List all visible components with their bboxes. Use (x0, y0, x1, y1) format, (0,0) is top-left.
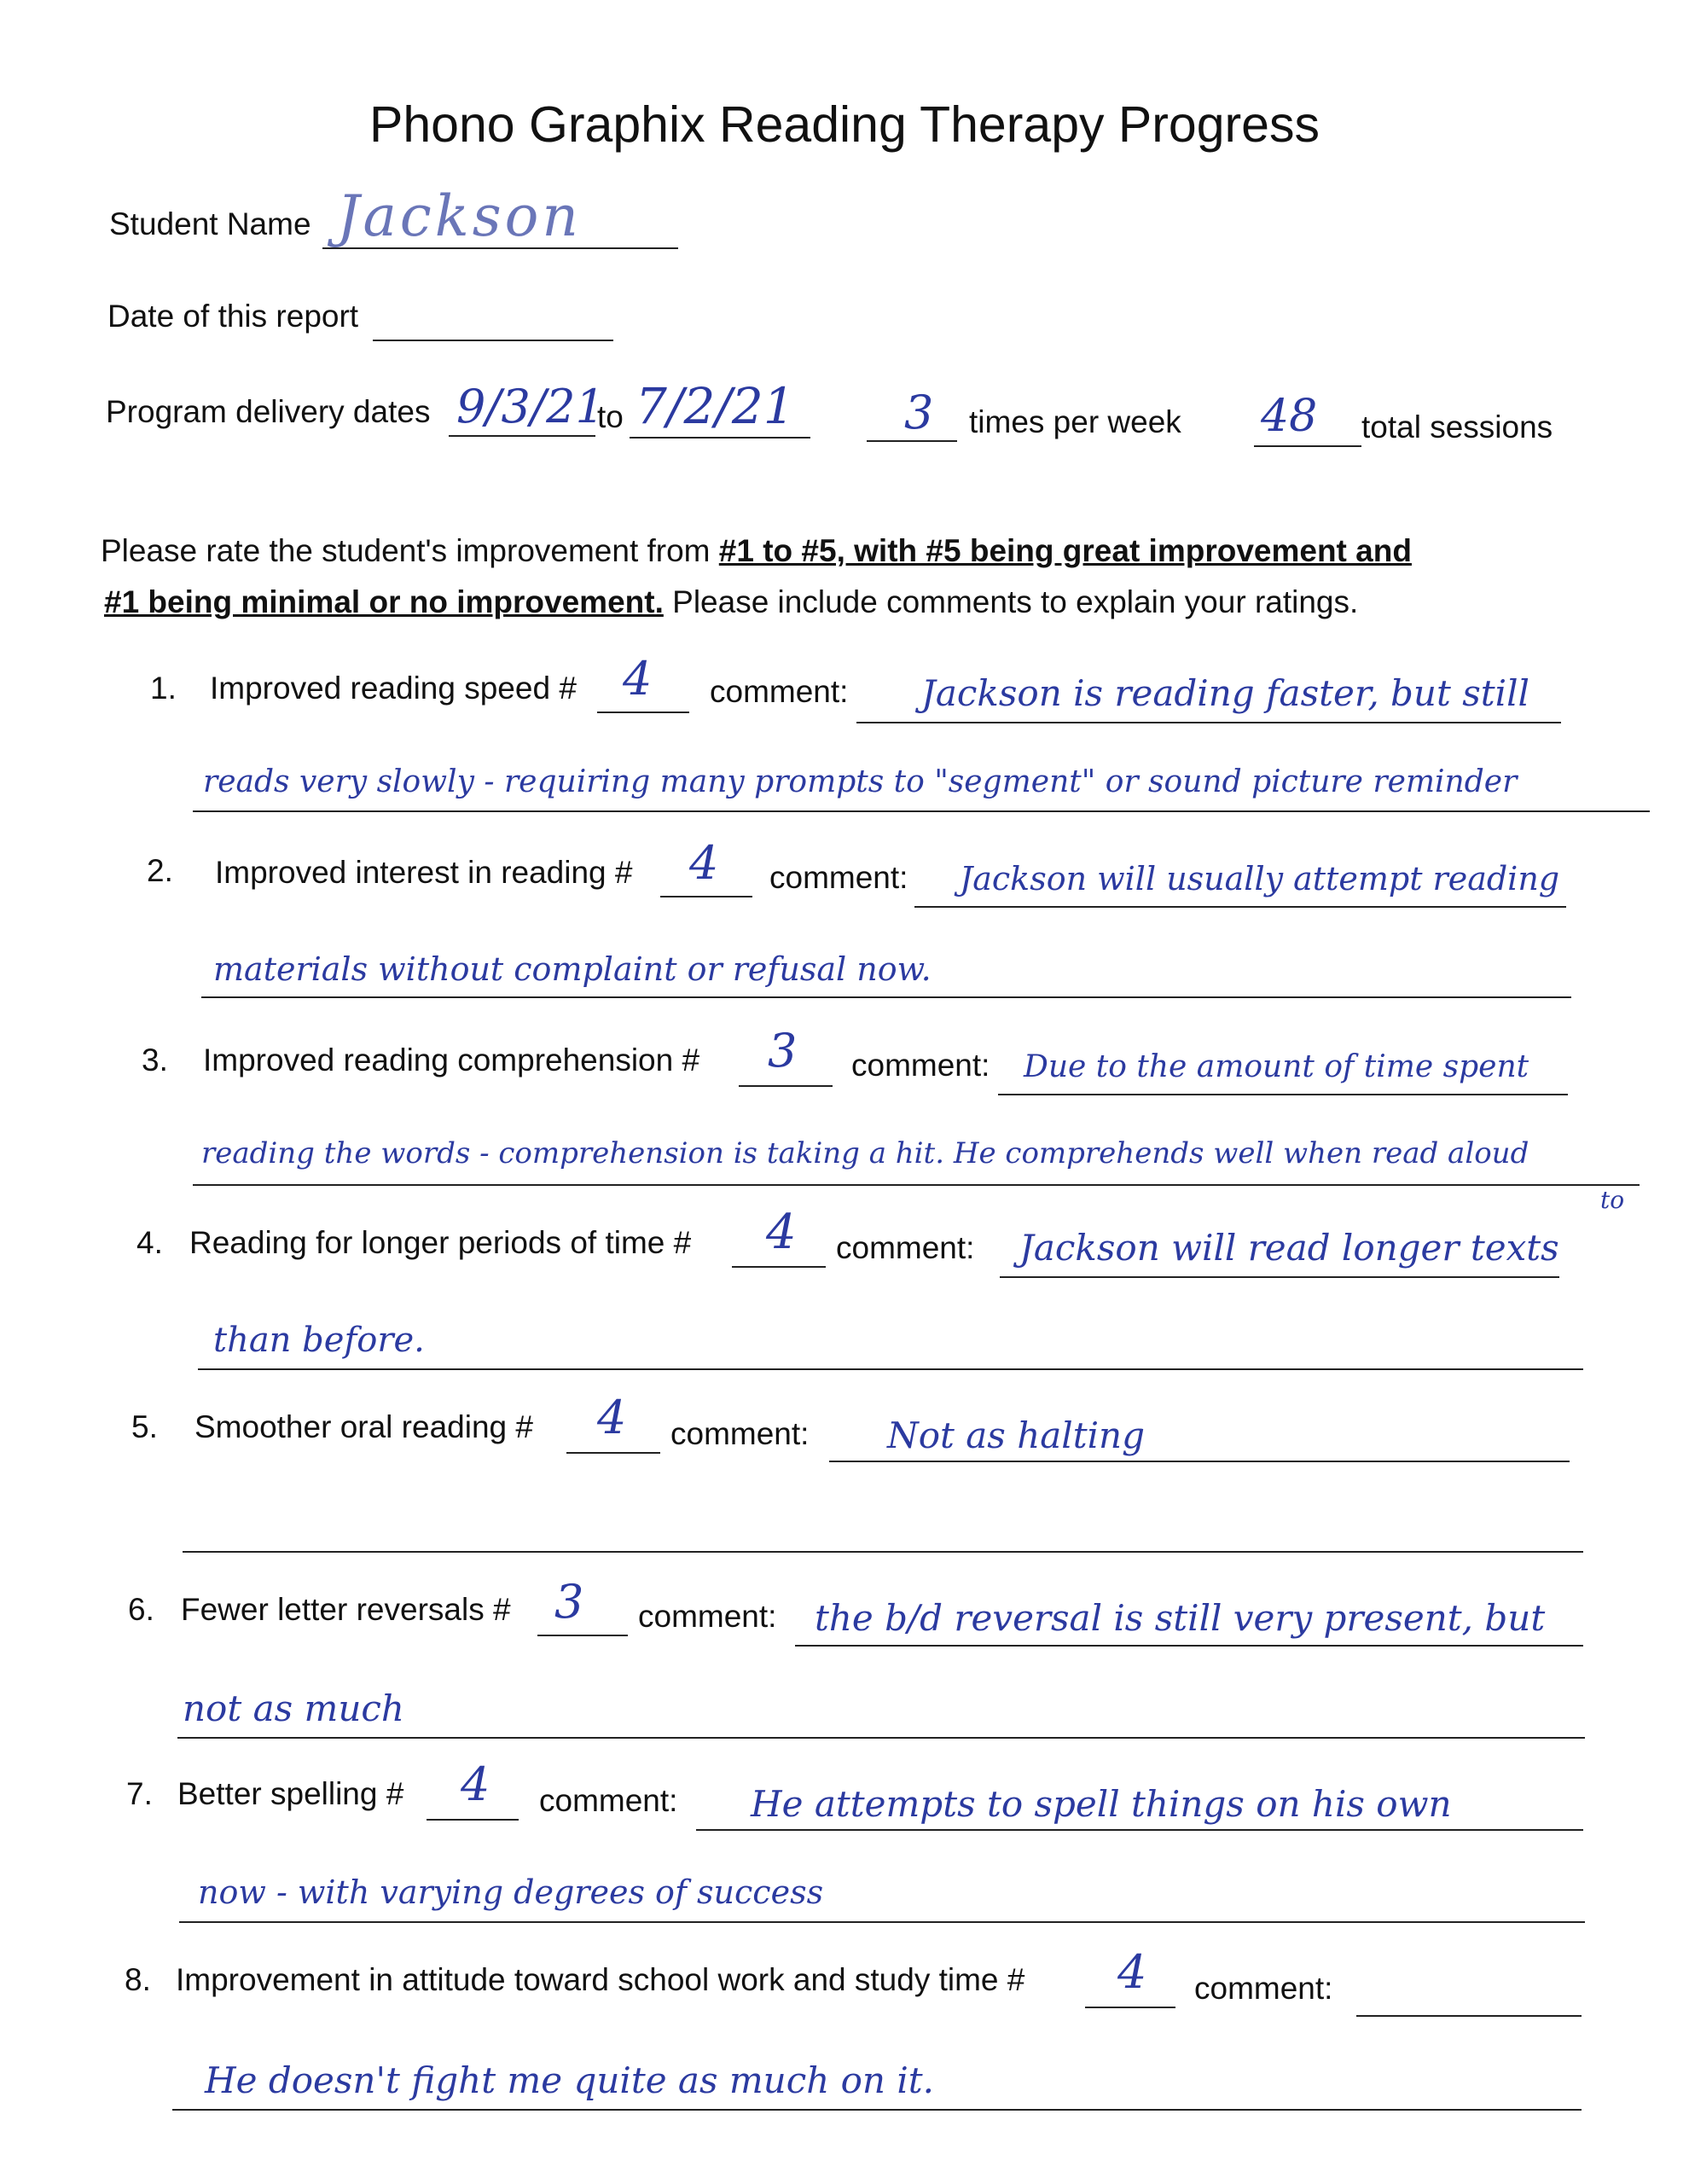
item-5-comment-label: comment: (670, 1416, 810, 1451)
instructions-bold-2: #1 being minimal or no improvement. (104, 584, 664, 619)
item-4-comment-label: comment: (836, 1230, 975, 1265)
item-8-comment-2[interactable]: He doesn't fight me quite as much on it. (205, 2059, 934, 2101)
item-6-comment-2[interactable]: not as much (183, 1687, 404, 1729)
item-6-comment-1[interactable]: the b/d reversal is still very present, but (815, 1597, 1546, 1639)
item-1-rating-line (597, 712, 689, 713)
item-7-comment-2[interactable]: now - with varying degrees of success (198, 1873, 824, 1911)
item-2-rating[interactable]: 4 (689, 836, 719, 890)
item-7-comment-label: comment: (539, 1783, 678, 1818)
item-3-comment-line-1 (998, 1094, 1568, 1095)
end-date-value[interactable]: 7/2/21 (636, 377, 795, 435)
item-6-label: Fewer letter reversals # (181, 1592, 511, 1627)
end-date-line (630, 437, 810, 439)
form-title: Phono Graphix Reading Therapy Progress (369, 96, 1320, 153)
item-6-comment-label: comment: (638, 1599, 777, 1634)
total-sessions-label: total sessions (1361, 410, 1553, 444)
instructions-line-1 (101, 529, 1412, 573)
student-name-value[interactable]: Jackson (337, 183, 582, 249)
item-4-label: Reading for longer periods of time # (189, 1225, 692, 1260)
item-6-comment-line-2 (177, 1737, 1585, 1739)
item-2-comment-label: comment: (769, 860, 908, 895)
item-7-comment-1[interactable]: He attempts to spell things on his own (751, 1783, 1452, 1825)
item-1-rating[interactable]: 4 (623, 652, 653, 706)
student-name-label: Student Name (109, 206, 311, 241)
item-2-comment-line-1 (914, 906, 1566, 908)
item-3-comment-line-2 (193, 1184, 1640, 1186)
report-date-line[interactable] (373, 340, 613, 341)
item-5-label: Smoother oral reading # (194, 1409, 533, 1444)
item-7-rating-line (427, 1819, 519, 1821)
instructions-text-2: Please include comments to explain your ratings. (663, 584, 1359, 619)
start-date-value[interactable]: 9/3/21 (456, 380, 605, 433)
item-3-rating[interactable]: 3 (768, 1024, 798, 1077)
item-4-comment-line-2 (198, 1368, 1583, 1370)
item-7-comment-line-1 (696, 1829, 1583, 1831)
item-6-rating-line (537, 1635, 628, 1636)
item-1-comment-2[interactable]: reads very slowly - requiring many prompts to "segment" or sound picture reminder (203, 764, 1518, 799)
item-5-comment-line-1 (829, 1461, 1570, 1462)
sessions-line (1254, 445, 1361, 447)
item-5-rating-line (566, 1452, 660, 1454)
item-6-number: 6. (128, 1592, 154, 1627)
item-5-comment-1[interactable]: Not as halting (887, 1414, 1145, 1456)
item-8-comment-line-2 (172, 2109, 1582, 2111)
item-1-comment-label: comment: (710, 674, 849, 709)
to-label: to (597, 399, 624, 434)
item-3-comment-label: comment: (851, 1048, 990, 1083)
item-1-comment-line-2 (193, 810, 1650, 812)
item-8-rating[interactable]: 4 (1117, 1945, 1147, 1999)
item-1-comment-line-1 (856, 722, 1561, 723)
times-line (867, 440, 957, 442)
item-8-label: Improvement in attitude toward school work and study time # (176, 1962, 1025, 1997)
item-4-comment-1[interactable]: Jackson will read longer texts (1019, 1227, 1559, 1269)
item-2-comment-2[interactable]: materials without complaint or refusal now. (213, 950, 932, 988)
start-date-line (449, 435, 595, 437)
item-3-comment-1[interactable]: Due to the amount of time spent (1024, 1049, 1529, 1084)
item-8-number: 8. (125, 1962, 151, 1997)
item-2-comment-line-2 (201, 996, 1571, 998)
item-8-comment-label: comment: (1194, 1971, 1333, 2006)
item-7-number: 7. (126, 1776, 153, 1811)
item-3-comment-2-continuation[interactable]: to (1600, 1186, 1625, 1214)
item-1-label: Improved reading speed # (210, 671, 577, 706)
item-7-rating[interactable]: 4 (461, 1757, 490, 1811)
item-3-label: Improved reading comprehension # (203, 1043, 700, 1077)
instructions-bold-1: #1 to #5, with #5 being great improvement and (718, 533, 1412, 568)
item-5-number: 5. (131, 1409, 158, 1444)
item-4-number: 4. (136, 1225, 163, 1260)
item-6-rating[interactable]: 3 (554, 1575, 584, 1629)
times-per-week-value[interactable]: 3 (904, 386, 934, 439)
item-2-rating-line (660, 896, 752, 897)
item-4-comment-line-1 (1000, 1276, 1559, 1278)
item-3-comment-2[interactable]: reading the words - comprehension is taking a hit. He comprehends well when read aloud (201, 1136, 1529, 1170)
item-4-comment-2[interactable]: than before. (213, 1321, 425, 1360)
delivery-dates-label: Program delivery dates (106, 394, 431, 429)
item-6-comment-line-1 (795, 1645, 1583, 1647)
instructions-line-2 (104, 580, 1358, 624)
item-1-number: 1. (150, 671, 177, 706)
item-3-number: 3. (142, 1043, 168, 1077)
item-7-comment-line-2 (179, 1921, 1585, 1923)
total-sessions-value[interactable]: 48 (1261, 391, 1318, 442)
item-5-comment-line-2 (183, 1551, 1583, 1553)
item-4-rating[interactable]: 4 (766, 1205, 797, 1260)
instructions-text-1: Please rate the student's improvement from (101, 533, 719, 568)
report-date-label: Date of this report (107, 299, 359, 334)
item-2-label: Improved interest in reading # (215, 855, 633, 890)
item-2-number: 2. (147, 853, 173, 888)
item-8-rating-line (1085, 2007, 1175, 2008)
item-4-rating-line (732, 1266, 826, 1268)
item-5-rating[interactable]: 4 (597, 1391, 627, 1444)
item-2-comment-1[interactable]: Jackson will usually attempt reading (960, 860, 1560, 897)
item-8-comment-line-1 (1356, 2015, 1582, 2017)
item-3-rating-line (739, 1085, 833, 1087)
item-1-comment-1[interactable]: Jackson is reading faster, but still (921, 672, 1529, 714)
item-7-label: Better spelling # (177, 1776, 404, 1811)
times-per-week-label: times per week (969, 404, 1181, 439)
